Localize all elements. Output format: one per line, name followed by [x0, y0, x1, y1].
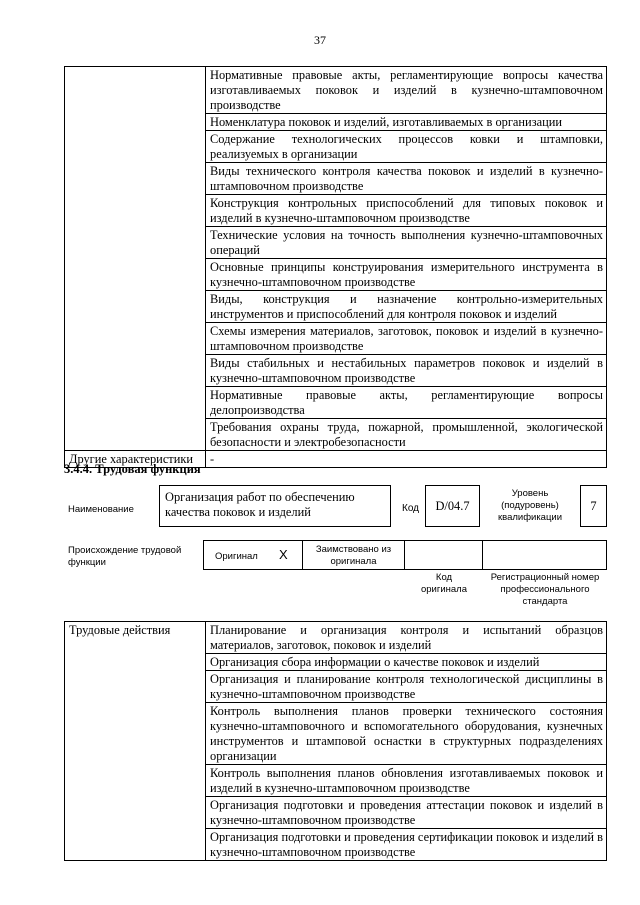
knowledge-item: Нормативные правовые акты, регламентирующие вопросы делопроизводства — [206, 387, 607, 419]
labor-action-item: Контроль выполнения планов проверки технического состояния кузнечно-штамповочного и вспомогательного оборудования, кузнечных инструментов и штамповой оснастки в структурных подразделениях организации — [206, 703, 607, 765]
labor-actions-table — [64, 621, 607, 861]
knowledge-item: Содержание технологических процессов ковки и штамповки, реализуемых в организации — [206, 131, 607, 163]
labor-action-item: Организация сбора информации о качестве поковок и изделий — [206, 654, 607, 671]
origin-label: Происхождение трудовой функции — [68, 545, 182, 568]
borrowed-box — [302, 540, 405, 570]
name-label: Наименование — [68, 504, 134, 515]
knowledge-item: Виды стабильных и нестабильных параметров поковок и изделий в кузнечно-штамповочном производстве — [206, 355, 607, 387]
code-value: D/04.7 — [435, 499, 470, 513]
original-code-caption: Код оригинала — [420, 572, 467, 595]
knowledge-item: Виды технического контроля качества поковок и изделий в кузнечно-штамповочном производстве — [206, 163, 607, 195]
knowledge-item: Технические условия на точность выполнения кузнечно-штамповочных операций — [206, 227, 607, 259]
borrowed-label: Заимствовано из оригинала — [315, 544, 392, 567]
knowledge-table — [64, 66, 607, 468]
knowledge-item: Номенклатура поковок и изделий, изготавливаемых в организации — [206, 114, 607, 131]
original-mark: X — [279, 547, 288, 562]
labor-action-item: Планирование и организация контроля и испытаний образцов материалов, заготовок, поковок и изделий — [206, 622, 607, 654]
registration-number-box — [482, 540, 607, 570]
knowledge-item: Конструкция контрольных приспособлений для типовых поковок и изделий в кузнечно-штамповочном производстве — [206, 195, 607, 227]
knowledge-label-cell — [65, 67, 206, 451]
knowledge-item: Нормативные правовые акты, регламентирующие вопросы качества изготавливаемых поковок и изделий в кузнечно-штамповочном производстве — [206, 67, 607, 114]
registration-number-caption: Регистрационный номер профессионального стандарта — [490, 572, 600, 607]
knowledge-item: Виды, конструкция и назначение контрольно-измерительных инструментов и приспособлений для контроля поковок и изделий — [206, 291, 607, 323]
table-row — [65, 622, 607, 654]
code-box — [425, 485, 480, 527]
level-label: Уровень (подуровень) квалификации — [497, 488, 563, 523]
labor-actions-label: Трудовые действия — [65, 622, 206, 861]
labor-action-item: Организация подготовки и проведения сертификации поковок и изделий в кузнечно-штамповочном производстве — [206, 829, 607, 861]
knowledge-item: Основные принципы конструирования измерительного инструмента в кузнечно-штамповочном производстве — [206, 259, 607, 291]
table-row — [65, 67, 607, 114]
labor-action-item: Контроль выполнения планов обновления изготавливаемых поковок и изделий в кузнечно-штамповочном производстве — [206, 765, 607, 797]
function-name-box — [159, 485, 391, 527]
original-code-box — [404, 540, 483, 570]
original-label: Оригинал — [215, 551, 258, 562]
labor-action-item: Организация и планирование контроля технологической дисциплины в кузнечно-штамповочном производстве — [206, 671, 607, 703]
labor-action-item: Организация подготовки и проведения аттестации поковок и изделий в кузнечно-штамповочном производстве — [206, 797, 607, 829]
other-characteristics-label: Другие характеристики — [65, 451, 206, 468]
level-box — [580, 485, 607, 527]
code-label: Код — [402, 503, 420, 514]
knowledge-item: Требования охраны труда, пожарной, промышленной, экологической безопасности и электробезопасности — [206, 419, 607, 451]
function-name-value: Организация работ по обеспечению качества поковок и изделий — [165, 490, 355, 519]
section-heading: 3.4.4. Трудовая функция — [64, 462, 201, 476]
other-characteristics-value: - — [206, 451, 607, 468]
original-box — [203, 540, 303, 570]
page-number: 37 — [314, 33, 326, 47]
level-value: 7 — [590, 499, 597, 513]
knowledge-item: Схемы измерения материалов, заготовок, поковок и изделий в кузнечно-штамповочном производстве — [206, 323, 607, 355]
